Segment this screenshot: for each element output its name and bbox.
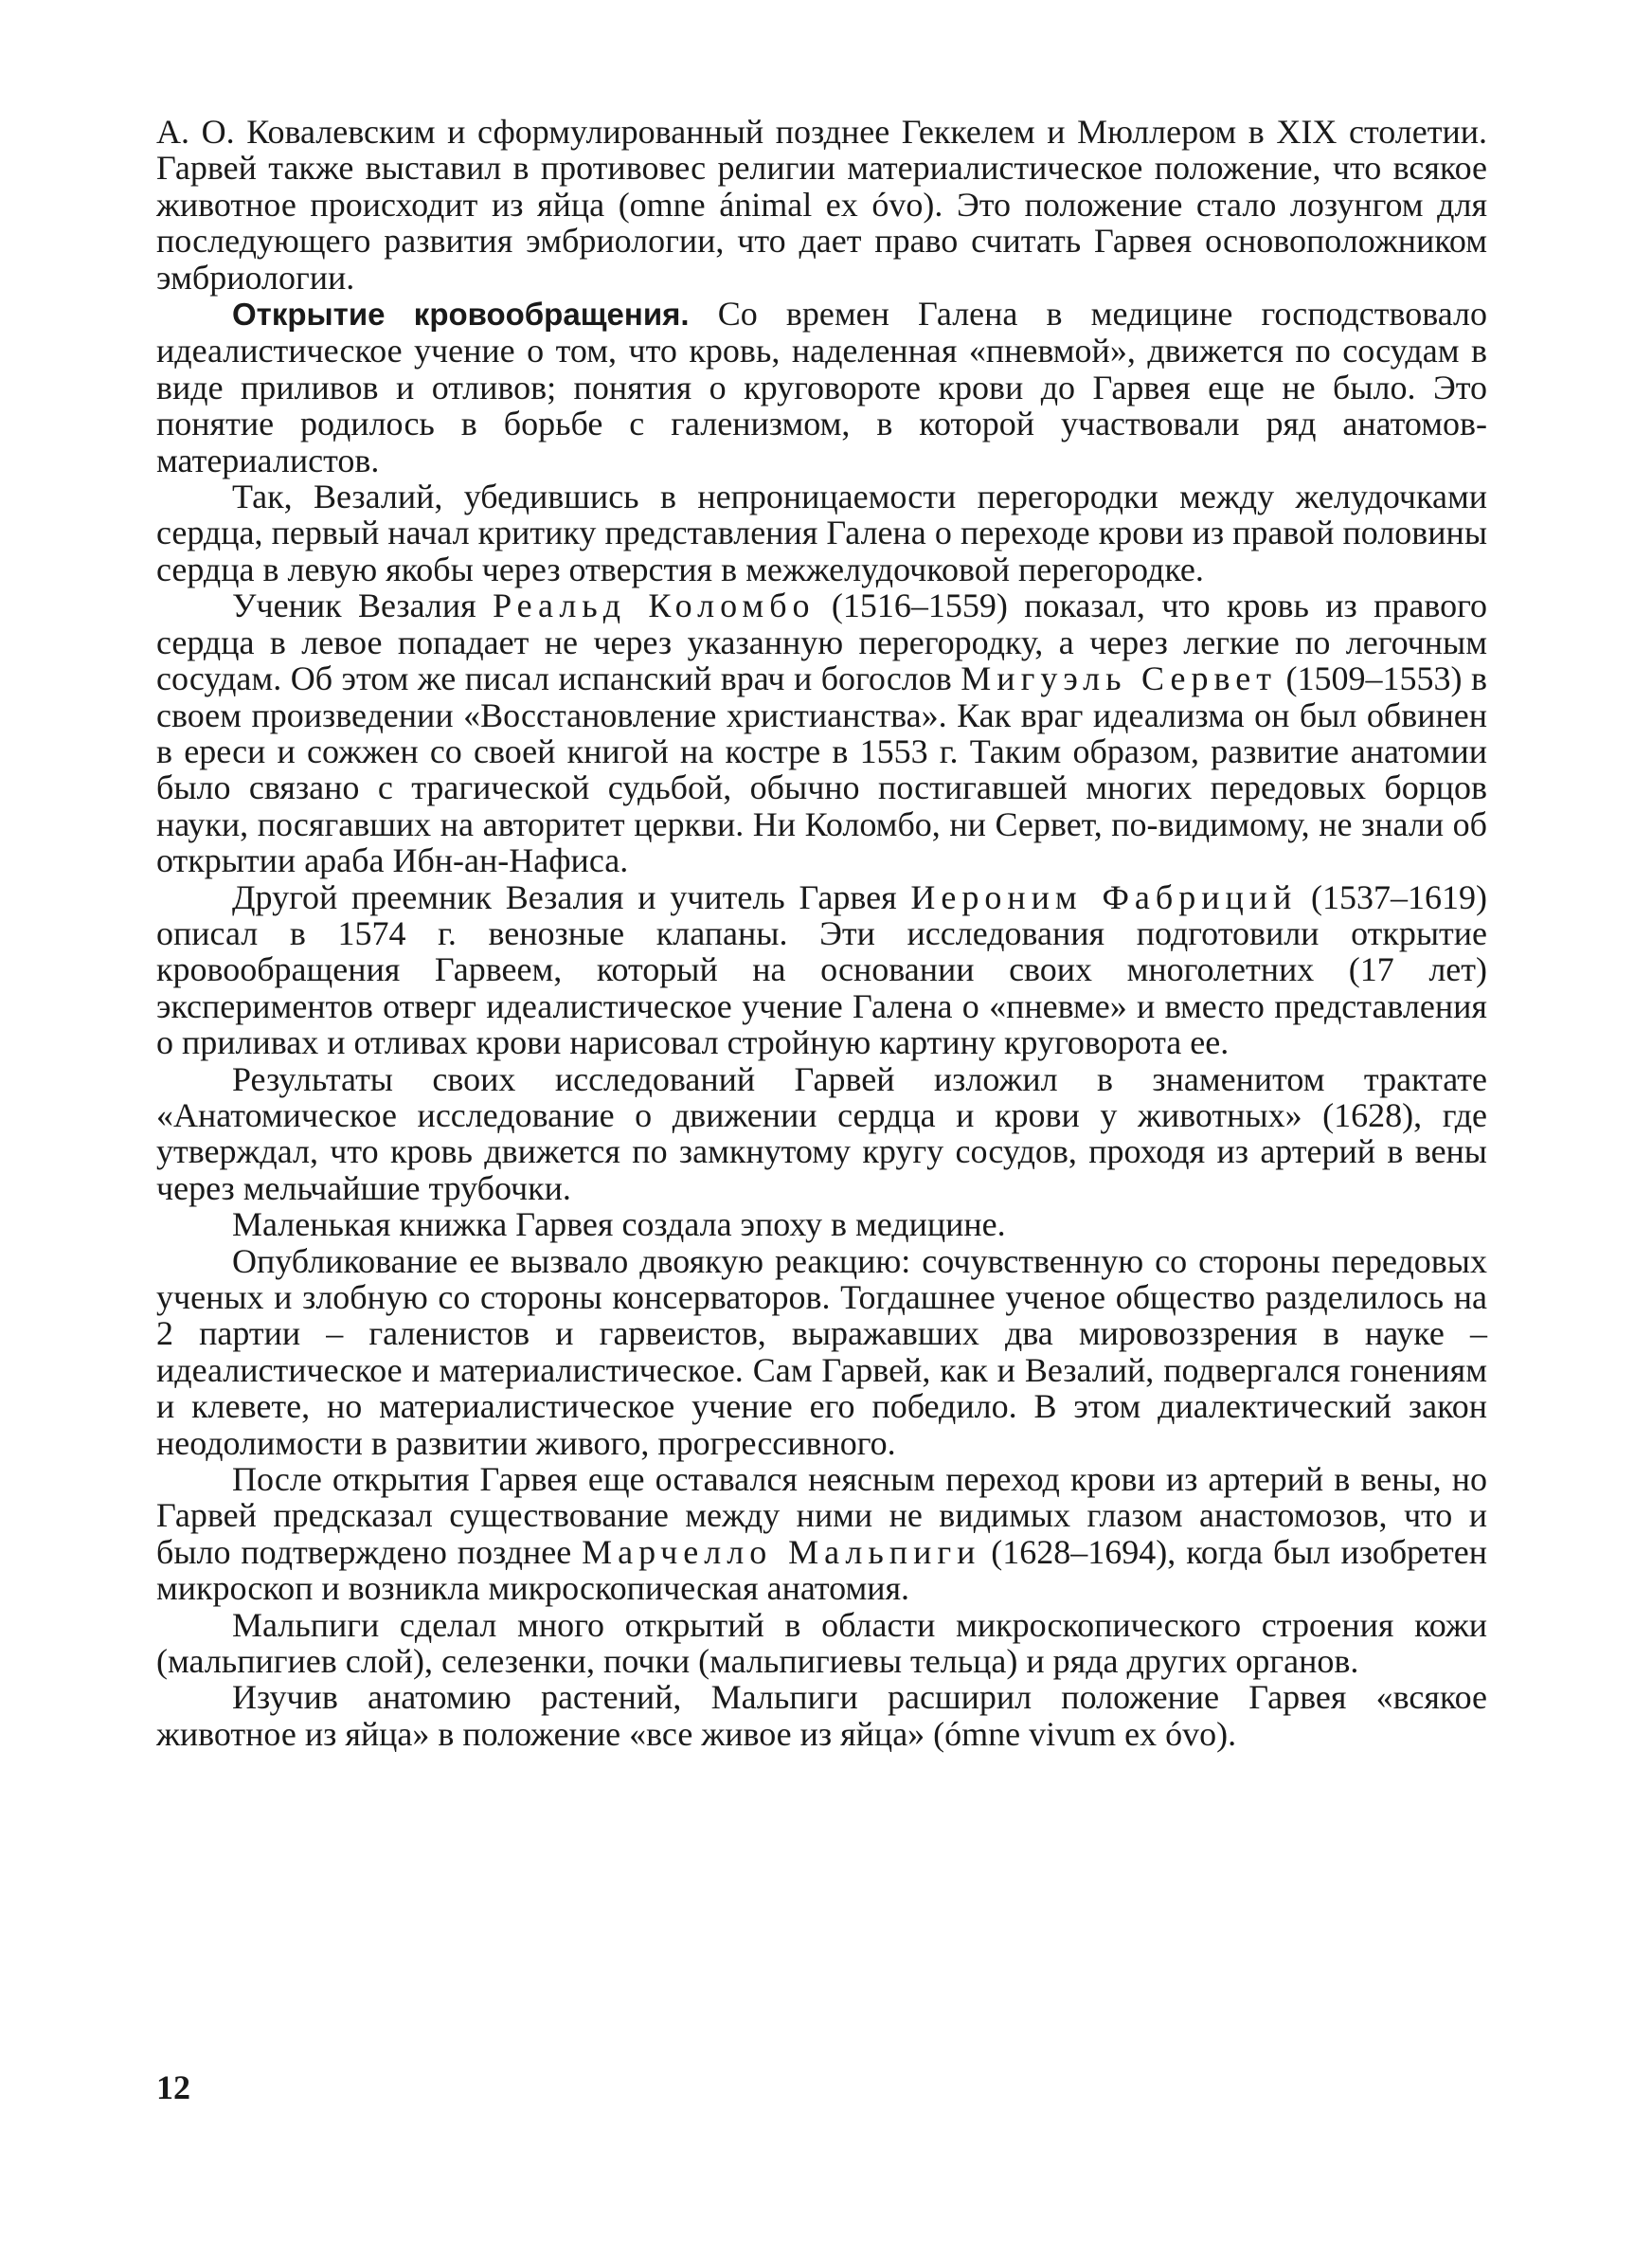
- paragraph-little-book: Маленькая книжка Гарвея создала эпоху в медицине.: [232, 1205, 1006, 1244]
- person-name-servet: Мигуэль Сервет: [961, 659, 1277, 698]
- paragraph-vesalius: Так, Везалий, убедившись в непроницаемости перегородки между желудочками сердца, первый начал критику представления Галена о переходе крови из правой половины сердца в левую якобы через отверстия в межжелудочковой перегородке.: [156, 478, 1487, 588]
- paragraph-text: После открытия Гарвея еще оставался неясным переход крови из артерий в вены, но Гарвей предсказал существование между ними не видимых глазом анастомозов, что и было подтверждено позднее: [156, 1460, 1487, 1571]
- person-name-malpighi: Марчелло Мальпиги: [582, 1532, 981, 1571]
- paragraph-malpighi-intro: [156, 1461, 1487, 1607]
- paragraph-text: Другой преемник Везалия и учитель Гарвея: [232, 877, 911, 916]
- paragraph-text: (1516–1559) показал, что кровь из правого сердца в левое попадает не через указанную перегородку, а через легкие по легочным сосудам. Об этом же писал испанский врач и богослов: [156, 587, 1487, 698]
- paragraph-omne-vivum: Изучив анатомию растений, Мальпиги расширил положение Гарвея «всякое животное из яйца» в положение «все живое из яйца» (ómne vivum ex óvo).: [156, 1678, 1487, 1753]
- paragraph-malpighi-discoveries: Мальпиги сделал много открытий в области микроскопического строения кожи (мальпигиев слой), селезенки, почки (мальпигиевы тельца) и ряда других органов.: [156, 1605, 1487, 1681]
- paragraph-text: (1537–1619) описал в 1574 г. венозные клапаны. Эти исследования подготовили открытие кровообращения Гарвеем, который на основании своих многолетних (17 лет) экспериментов отверг идеалистическое учение Галена о «пневме» и вместо представления о приливах и отливах крови нарисовал стройную картину круговорота ее.: [156, 877, 1487, 1062]
- paragraph-circulation-discovery: [156, 296, 1487, 478]
- person-name-fabricius: Иероним Фабриций: [910, 877, 1298, 916]
- page-number: 12: [156, 2068, 190, 2106]
- section-heading-circulation: Открытие кровообращения.: [232, 297, 690, 333]
- page-body: [156, 114, 1487, 1752]
- paragraph-fabricius: [156, 879, 1487, 1061]
- person-name-colombo: Реальд Коломбо: [493, 587, 816, 625]
- paragraph-colombo-servet: [156, 587, 1487, 878]
- paragraph-reaction: Опубликование ее вызвало двоякую реакцию: сочувственную со стороны передовых ученых и злобную со стороны консерваторов. Тогдашнее ученое общество разделилось на 2 партии – галенистов и гарвеистов, выражавших два мировоззрения в науке – идеалистическое и материалистическое. Сам Гарвей, как и Везалий, подвергался гонениям и клевете, но материалистическое учение его победило. В этом диалектический закон неодолимости в развитии живого, прогрессивного.: [156, 1241, 1487, 1462]
- paragraph-text: (1628–1694), когда был изобретен микроскоп и возникла микроскопическая анатомия.: [156, 1532, 1487, 1608]
- paragraph-treatise: Результаты своих исследований Гарвей изложил в знаменитом трактате «Анатомическое исследование о движении сердца и крови у животных» (1628), где утверждал, что кровь движется по замкнутому кругу сосудов, проходя из артерий в вены через мельчайшие трубочки.: [156, 1059, 1487, 1207]
- paragraph-text: Со времен Галена в медицине господствовало идеалистическое учение о том, что кровь, наделенная «пневмой», движется по сосудам в виде приливов и отливов; понятия о круговороте крови до Гарвея еще не было. Это понятие родилось в борьбе с галенизмом, в которой участвовали ряд анатомов-материалистов.: [156, 295, 1488, 479]
- paragraph-continuation: А. О. Ковалевским и сформулированный позднее Геккелем и Мюллером в XIX столетии. Гарвей также выставил в противовес религии материалистическое положение, что всякое животное происходит из яйца (omne ánimal ex óvo). Это положение стало лозунгом для последующего развития эмбриологии, что дает право считать Гарвея основоположником эмбриологии.: [156, 113, 1487, 297]
- paragraph-text: Ученик Везалия: [232, 587, 494, 625]
- paragraph-text: (1509–1553) в своем произведении «Восстановление христианства». Как враг идеализма он был обвинен в ереси и сожжен со своей книгой на костре в 1553 г. Таким образом, развитие анатомии было связано с трагической судьбой, обычно постигавшей многих передовых борцов науки, посягавших на авторитет церкви. Ни Коломбо, ни Сервет, по-видимому, не знали об открытии араба Ибн-ан-Нафиса.: [156, 659, 1488, 880]
